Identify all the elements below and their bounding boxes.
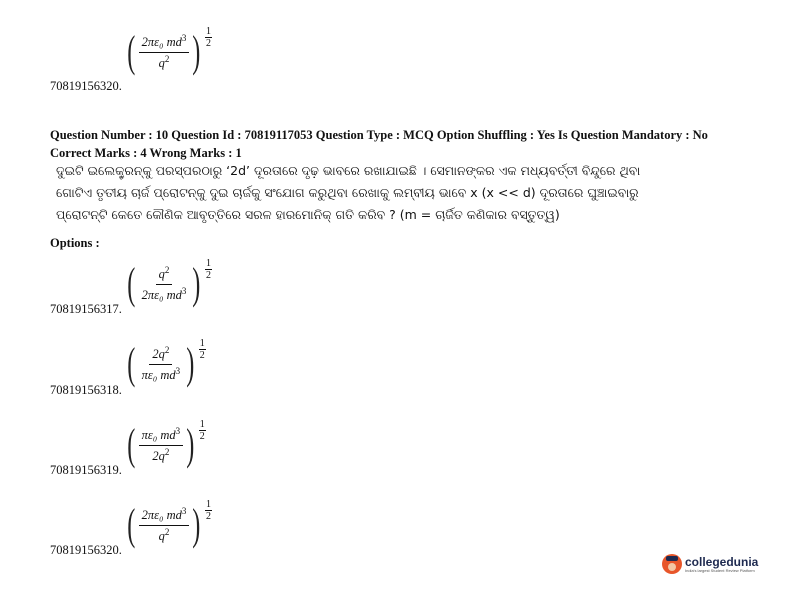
logo-tagline: India's largest Student Review Platform — [685, 567, 755, 573]
graduate-avatar-icon — [662, 554, 682, 574]
options-label: Options : — [50, 236, 100, 250]
prev-option-id: 70819156320. — [50, 79, 122, 93]
option-1-formula: ( $\frac{q^2}{2\pi\varepsilon_0 md^3}$ ) 1 2 — [127, 258, 211, 308]
question-text-line-3: ପ୍ରୋଟନ୍‌ଟି କେତେ କୌଣିକ ଆବୃତ୍ତିରେ ସରଳ ହାରମୋନିକ୍ ଗତି କରିବ ? (m = ଚାର୍ଜିତ କଣିକାର ବସ୍ତୁତ୍ୱ) — [56, 207, 560, 222]
question-text-line-2: ଗୋଟିଏ ତୃତୀୟ ଚାର୍ଜ ପ୍ରୋଟନ୍‌କୁ ଦୁଇ ଚାର୍ଜକୁ ସଂଯୋଗ କରୁଥିବା ରେଖାକୁ ଲମ୍ବୀୟ ଭାବେ x (x << d) ଦୂରତାରେ ଘୁଞ୍ଚାଇବାରୁ — [56, 185, 639, 200]
option-4-formula: ( $\frac{2\pi\varepsilon_0 md^3}{q^2}$ ) 1 2 — [127, 499, 211, 549]
option-2-formula: ( $\frac{2q^2}{\pi\varepsilon_0 md^3}$ ) 1 2 — [127, 338, 205, 388]
logo-name: collegedunia — [685, 554, 759, 569]
option-4-id: 70819156320. — [50, 543, 122, 557]
collegedunia-logo — [662, 554, 758, 574]
option-1-id: 70819156317. — [50, 302, 122, 316]
question-text — [56, 160, 746, 226]
prev-option-formula: ( $\frac{2\pi\varepsilon_0 md^3}{q^2}$ ) 1 2 — [127, 26, 211, 76]
question-meta: Question Number : 10 Question Id : 70819117053 Question Type : MCQ Option Shuffling : Yes Is Question Mandatory : No — [50, 128, 708, 142]
question-text-line-1: ଦୁଇଟି ଇଲେକ୍ଟ୍ରନ୍‌କୁ ପରସ୍ପରଠାରୁ ‘2d’ ଦୂରତାରେ ଦୃଢ଼ ଭାବରେ ରଖାଯାଇଛି । ସେମାନଙ୍କର ଏକ ମଧ୍ୟବର୍ତ୍ତୀ ବିନ୍ଦୁରେ ଥିବା — [56, 163, 641, 178]
marks-info: Correct Marks : 4 Wrong Marks : 1 — [50, 146, 242, 160]
option-3-id: 70819156319. — [50, 463, 122, 477]
option-3-formula: ( $\frac{\pi\varepsilon_0 md^3}{2q^2}$ ) 1 2 — [127, 419, 205, 469]
option-2-id: 70819156318. — [50, 383, 122, 397]
